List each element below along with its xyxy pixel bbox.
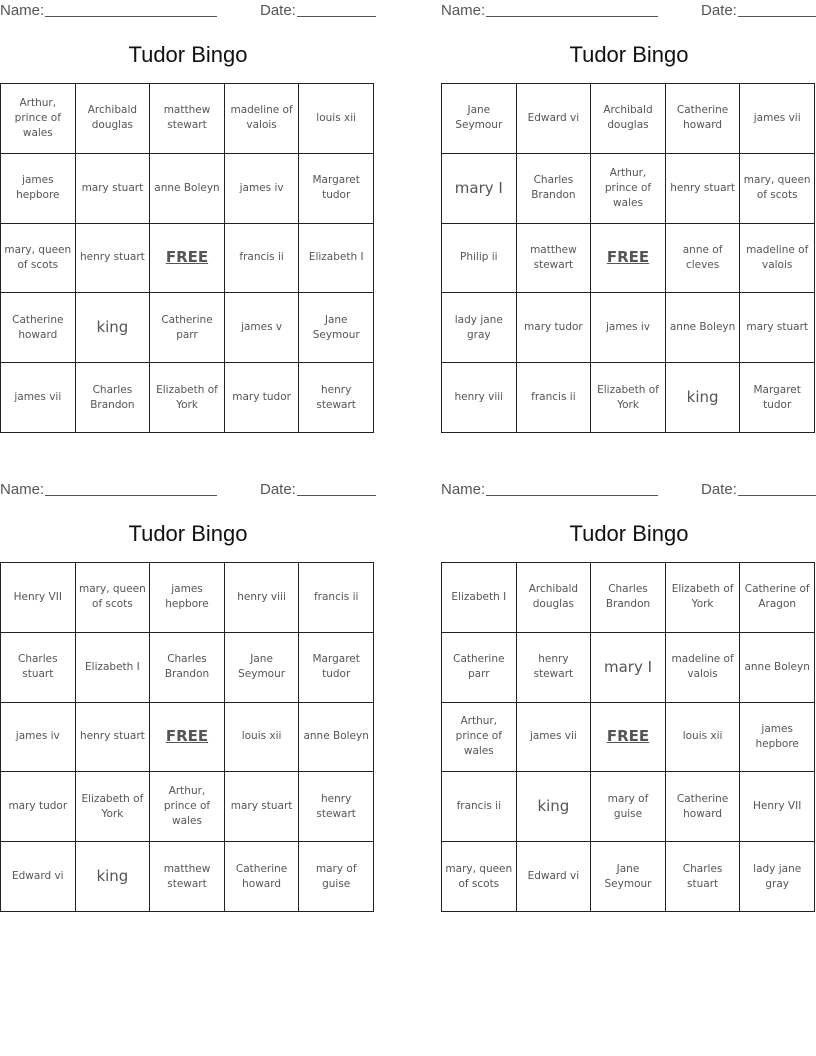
bingo-cell: Catherine of Aragon [740, 563, 815, 633]
bingo-cell: louis xii [299, 84, 374, 154]
bingo-cell: anne Boleyn [150, 154, 225, 224]
bingo-cell: james hepbore [740, 703, 815, 773]
date-label: Date: [701, 481, 737, 498]
bingo-cell: Elizabeth I [76, 633, 151, 703]
card-title: Tudor Bingo [128, 521, 248, 546]
bingo-cell: Jane Seymour [442, 84, 517, 154]
bingo-cell: james hepbore [150, 563, 225, 633]
bingo-card-1 [0, 0, 376, 440]
bingo-cell: king [666, 363, 741, 433]
bingo-cell: james vii [517, 703, 592, 773]
bingo-cell: Elizabeth of York [76, 772, 151, 842]
free-space-cell: FREE [591, 703, 666, 773]
bingo-cell: henry stuart [666, 154, 741, 224]
date-line [297, 495, 376, 496]
bingo-cell: Edward vi [517, 84, 592, 154]
bingo-cell: Henry VII [740, 772, 815, 842]
date-line [738, 16, 816, 17]
card-header [441, 479, 816, 501]
bingo-cell: madeline of valois [225, 84, 300, 154]
bingo-cell: henry stuart [76, 224, 151, 294]
bingo-cell: Elizabeth of York [150, 363, 225, 433]
date-line [297, 16, 376, 17]
bingo-cell: Margaret tudor [299, 154, 374, 224]
bingo-cell: mary tudor [517, 293, 592, 363]
name-label: Name: [441, 481, 486, 498]
bingo-cell: Catherine howard [225, 842, 300, 912]
bingo-cell: henry stewart [517, 633, 592, 703]
name-line [486, 16, 658, 17]
bingo-cell: louis xii [666, 703, 741, 773]
bingo-cell: james iv [1, 703, 76, 773]
free-space-cell: FREE [150, 703, 225, 773]
bingo-cell: james vii [740, 84, 815, 154]
card-title: Tudor Bingo [128, 42, 248, 67]
card-header [0, 479, 376, 501]
bingo-cell: madeline of valois [666, 633, 741, 703]
bingo-cell: mary, queen of scots [442, 842, 517, 912]
card-header [441, 0, 816, 22]
bingo-cell: anne of cleves [666, 224, 741, 294]
bingo-cell: Elizabeth I [299, 224, 374, 294]
name-label: Name: [0, 2, 45, 19]
free-space-cell: FREE [591, 224, 666, 294]
name-line [45, 495, 217, 496]
bingo-cell: king [76, 293, 151, 363]
bingo-cell: Elizabeth I [442, 563, 517, 633]
bingo-cell: Jane Seymour [299, 293, 374, 363]
free-space-cell: FREE [150, 224, 225, 294]
bingo-cell: anne Boleyn [740, 633, 815, 703]
bingo-cell: henry stuart [76, 703, 151, 773]
bingo-cell: Arthur, prince of wales [150, 772, 225, 842]
bingo-cell: james v [225, 293, 300, 363]
bingo-cell: Charles Brandon [517, 154, 592, 224]
bingo-cell: king [517, 772, 592, 842]
bingo-cell: Arthur, prince of wales [1, 84, 76, 154]
bingo-cell: anne Boleyn [666, 293, 741, 363]
bingo-grid [0, 83, 374, 433]
bingo-cell: matthew stewart [517, 224, 592, 294]
bingo-cell: Arthur, prince of wales [442, 703, 517, 773]
bingo-cell: Charles Brandon [150, 633, 225, 703]
bingo-cell: Philip ii [442, 224, 517, 294]
date-label: Date: [260, 2, 296, 19]
bingo-cell: Catherine parr [150, 293, 225, 363]
bingo-cell: mary I [442, 154, 517, 224]
bingo-grid [441, 83, 815, 433]
card-title: Tudor Bingo [569, 42, 689, 67]
bingo-cell: mary stuart [225, 772, 300, 842]
bingo-cell: james iv [591, 293, 666, 363]
bingo-cell: mary tudor [225, 363, 300, 433]
bingo-cell: mary of guise [591, 772, 666, 842]
bingo-cell: Henry VII [1, 563, 76, 633]
bingo-cell: Arthur, prince of wales [591, 154, 666, 224]
bingo-grid [0, 562, 374, 912]
bingo-cell: mary, queen of scots [76, 563, 151, 633]
date-line [738, 495, 816, 496]
bingo-cell: louis xii [225, 703, 300, 773]
bingo-cell: mary, queen of scots [1, 224, 76, 294]
date-label: Date: [701, 2, 737, 19]
name-label: Name: [441, 2, 486, 19]
bingo-cell: Charles stuart [666, 842, 741, 912]
bingo-cell: Catherine howard [666, 84, 741, 154]
bingo-cell: Archibald douglas [76, 84, 151, 154]
bingo-cell: Margaret tudor [299, 633, 374, 703]
bingo-cell: Edward vi [517, 842, 592, 912]
bingo-cell: matthew stewart [150, 842, 225, 912]
bingo-cell: Charles stuart [1, 633, 76, 703]
bingo-cell: Charles Brandon [591, 563, 666, 633]
bingo-cell: francis ii [299, 563, 374, 633]
bingo-cell: mary of guise [299, 842, 374, 912]
bingo-cell: francis ii [517, 363, 592, 433]
bingo-card-2 [441, 0, 816, 440]
date-label: Date: [260, 481, 296, 498]
card-header [0, 0, 376, 22]
bingo-cell: Margaret tudor [740, 363, 815, 433]
bingo-grid [441, 562, 815, 912]
bingo-card-3 [0, 479, 376, 919]
bingo-cell: madeline of valois [740, 224, 815, 294]
bingo-cell: Jane Seymour [225, 633, 300, 703]
bingo-cell: Catherine parr [442, 633, 517, 703]
bingo-cell: mary tudor [1, 772, 76, 842]
bingo-cell: henry viii [442, 363, 517, 433]
bingo-cell: james vii [1, 363, 76, 433]
bingo-cell: mary stuart [76, 154, 151, 224]
bingo-cell: matthew stewart [150, 84, 225, 154]
bingo-cell: Catherine howard [1, 293, 76, 363]
bingo-cell: mary I [591, 633, 666, 703]
bingo-cell: james hepbore [1, 154, 76, 224]
bingo-cell: james iv [225, 154, 300, 224]
bingo-cell: Jane Seymour [591, 842, 666, 912]
bingo-cell: francis ii [225, 224, 300, 294]
name-line [45, 16, 217, 17]
bingo-cell: Archibald douglas [591, 84, 666, 154]
bingo-cell: mary stuart [740, 293, 815, 363]
bingo-cell: anne Boleyn [299, 703, 374, 773]
bingo-cell: Elizabeth of York [666, 563, 741, 633]
bingo-cell: Elizabeth of York [591, 363, 666, 433]
name-label: Name: [0, 481, 45, 498]
bingo-cell: Edward vi [1, 842, 76, 912]
bingo-cell: king [76, 842, 151, 912]
bingo-cell: Catherine howard [666, 772, 741, 842]
card-title: Tudor Bingo [569, 521, 689, 546]
bingo-cell: lady jane gray [442, 293, 517, 363]
bingo-cell: henry stewart [299, 772, 374, 842]
bingo-cell: Archibald douglas [517, 563, 592, 633]
bingo-cell: mary, queen of scots [740, 154, 815, 224]
bingo-cell: henry viii [225, 563, 300, 633]
bingo-cell: henry stewart [299, 363, 374, 433]
bingo-cell: Charles Brandon [76, 363, 151, 433]
bingo-cell: francis ii [442, 772, 517, 842]
bingo-cell: lady jane gray [740, 842, 815, 912]
bingo-card-4 [441, 479, 816, 919]
name-line [486, 495, 658, 496]
